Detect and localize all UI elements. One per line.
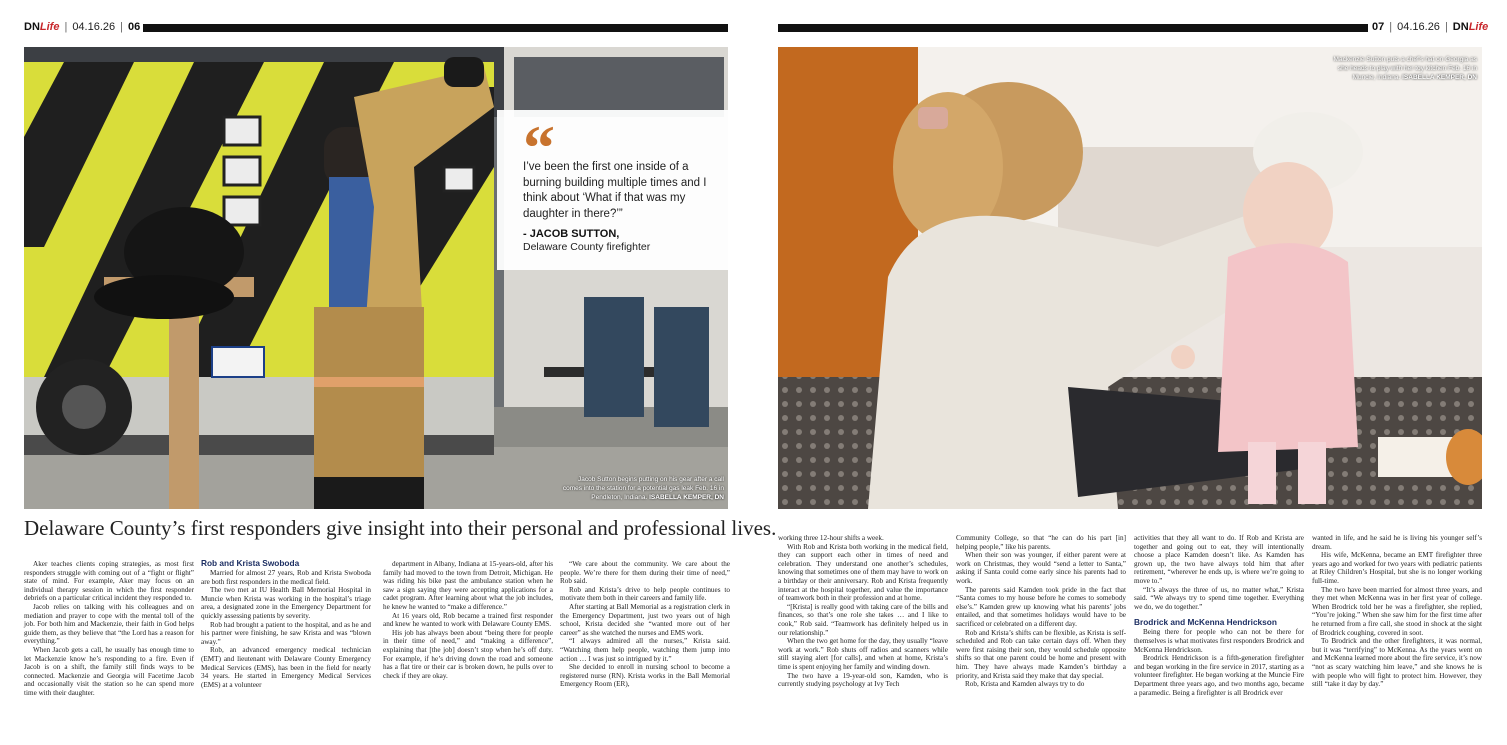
paragraph: After starting at Ball Memorial as a registration clerk in the Emergency Department, just two years out of high school, Krista decided she “wanted more out of her career” as she watched the nurses and EMS work. bbox=[560, 602, 730, 637]
paragraph: Being there for people who can not be there for themselves is what motivates first responders Brodrick and McKenna Hendrickson. bbox=[1134, 628, 1304, 654]
paragraph: Jacob relies on talking with his colleagues and on mediation and prayer to cope with the mental toll of the job. For both him and Mackenzie, their faith in God helps guide them, as they believe that “the Lord has a reason for everything.” bbox=[24, 602, 194, 646]
quote-mark-icon: “ bbox=[523, 112, 555, 183]
issue-date: 04.16.26 bbox=[1397, 21, 1440, 33]
photo-caption bbox=[562, 475, 724, 502]
article-column-6 bbox=[956, 534, 1126, 689]
paragraph: activities that they all want to do. If Rob and Krista are together and going out to eat, they will intentionally choose a place Kamden doesn’t like. As Kamden has grown up, the two have always told him that after retirement, “wherever he ends up, is where we’re going to move to.” bbox=[1134, 534, 1304, 585]
header-rule bbox=[143, 24, 728, 32]
brand-life: Life bbox=[39, 21, 60, 33]
paragraph: The parents said Kamden took pride in the fact that “Santa comes to my house before he comes to somebody else’s.” Kamden grew up knowing what his parents’ jobs entailed, and that sometimes holidays would have to be sacrificed or celebrated on a different day. bbox=[956, 585, 1126, 628]
paragraph: When Jacob gets a call, he usually has enough time to let Mackenzie know he’s responding to a fire. Even if Jacob is on a shift, the family still finds ways to be connected. Mackenzie and Georgia will Facetime Jacob and occasionally visit the station so he can spend more time with their daughter. bbox=[24, 645, 194, 697]
family-photo bbox=[778, 47, 1482, 509]
paragraph: To Brodrick and the other firefighters, it was normal, but it was “terrifying” to McKenna. As the years went on and McKenna learned more about the fire service, it’s now “not as scary watching him leave,” and she knows he is with people who will fight to protect him. However, they still “take it day by day.” bbox=[1312, 637, 1482, 689]
paragraph: The two met at IU Health Ball Memorial Hospital in Muncie when Krista was working in the hospital’s triage area, a designated zone in the Emergency Department for quickly assessing patients by severity. bbox=[201, 586, 371, 620]
paragraph: When their son was younger, if either parent were at work on Christmas, they would “send a letter to Santa,” asking if Santa could come early since his parents had to work. bbox=[956, 551, 1126, 585]
photo-caption bbox=[1322, 55, 1477, 82]
brand-dn: DN bbox=[1452, 21, 1469, 33]
paragraph: Aker teaches clients coping strategies, as most first responders struggle with coming out of a “fight or flight” state of mind. For example, Aker may focus on an individual therapy session in which the first responder debriefs on a particular critical incident they responded to. bbox=[24, 560, 194, 603]
article-column-1 bbox=[24, 560, 194, 698]
paragraph: Rob, an advanced emergency medical technician (EMT) and lieutenant with Delaware County Emergency Medical Services (EMS), has been in the field for nearly 34 years. He started in Emergency Medical Services (EMS) at a volunteer bbox=[201, 646, 371, 689]
article-column-8 bbox=[1312, 534, 1482, 689]
paragraph: Community College, so that “he can do his part [in] helping people,” like his parents. bbox=[956, 534, 1126, 551]
caption-credit: ISABELLA KEMPER, DN bbox=[1402, 74, 1477, 81]
article-column-4 bbox=[560, 560, 730, 689]
page-number: 07 bbox=[1372, 21, 1385, 33]
page-header: 07 | 04.16.26 | DN Life bbox=[1372, 21, 1489, 33]
pull-quote bbox=[497, 110, 729, 270]
paragraph: Married for almost 27 years, Rob and Krista Swoboda are both first responders in the medical field. bbox=[201, 569, 371, 586]
article-column-3 bbox=[383, 560, 553, 680]
paragraph: “[Krista] is really good with taking care of the bills and finances, so that’s one role she takes … and I like to cook,” Rob said. “Teamwork has definitely helped us in our relationship.” bbox=[778, 602, 948, 637]
article-column-2 bbox=[201, 558, 371, 689]
header-rule bbox=[778, 24, 1368, 32]
quote-attribution-role: Delaware County firefighter bbox=[523, 241, 651, 253]
paragraph: His job has always been about “being there for people in their time of need,” and “making a difference”, explaining that [the job] doesn’t stop when he’s off duty. For example, if he’s driving down the road and someone has a flat tire or their car is broken down, he pulls over to check if they are okay. bbox=[383, 628, 553, 680]
paragraph: department in Albany, Indiana at 15-years-old, after his family had moved to the town from Detroit, Michigan. He was riding his bike past the ambulance station when he saw a sign saying they were accepting applications for a cadet program. After learning about what the job includes, he knew he wanted to “make a difference.” bbox=[383, 560, 553, 611]
paragraph: working three 12-hour shifts a week. bbox=[778, 534, 884, 542]
caption-text: Mackenzie Sutton puts a chef’s hat on Georgia as she heads to play with her toy kitchen Feb. 16 in Muncie, Indiana. bbox=[1333, 56, 1477, 81]
section-heading: Brodrick and McKenna Hendrickson bbox=[1134, 617, 1277, 628]
issue-date: 04.16.26 bbox=[72, 21, 116, 33]
quote-attribution-name: - JACOB SUTTON, bbox=[523, 228, 620, 240]
paragraph: “I always admired all the nurses,” Krista said. “Watching them help people, watching them jump into action … I was just so intrigued by it.” bbox=[560, 637, 730, 663]
paragraph: Rob and Krista’s drive to help people continues to motivate them both in their careers and family life. bbox=[560, 585, 730, 603]
page-number: 06 bbox=[128, 21, 141, 33]
paragraph: At 16 years old, Rob became a trained first responder and knew he wanted to work with Delaware County EMS. bbox=[383, 611, 553, 629]
paragraph: The two have a 19-year-old son, Kamden, who is currently studying psychology at Ivy Tech bbox=[778, 671, 948, 689]
paragraph: With Rob and Krista both working in the medical field, they can support each other in times of need and celebration. They understand one another’s schedules, knowing that sometimes one of them may have to work on a birthday or their anniversary. Rob and Krista frequently interact at the hospital together, and value the importance of teamwork both in their profession and at home. bbox=[778, 542, 948, 603]
paragraph: Rob and Krista’s shifts can be flexible, as Krista is self-scheduled and Rob can take certain days off. When they were first raising their son, they would schedule opposite shifts so that one parent could be home and present with him. They have always made Kamden’s birthday a priority, and Krista said they make that day special. bbox=[956, 628, 1126, 680]
brand-life: Life bbox=[1468, 21, 1489, 33]
paragraph: Brodrick Hendrickson is a fifth-generation firefighter and began working in the fire service in 2017, starting as a volunteer firefighter. He began working at the Muncie Fire Department three years ago, and two months ago, became a paramedic. Being a firefighter is all Brodrick ever bbox=[1134, 654, 1304, 697]
article-column-5 bbox=[778, 534, 948, 689]
caption-text: Jacob Sutton begins putting on his gear after a call comes into the station for a potential gas leak Feb. 16 in Pendleton, Indiana. bbox=[562, 476, 724, 501]
quote-text: I’ve been the first one inside of a burning building multiple times and I think about ‘What if that was my daughter in there?’” bbox=[523, 161, 707, 220]
brand-dn: DN bbox=[24, 21, 40, 33]
paragraph: When the two get home for the day, they usually “leave work at work.” Rob shuts off radios and scanners while still staying alert [for calls], and when at home, Krista’s time is spent enjoying her family and winding down. bbox=[778, 637, 948, 671]
headline: Delaware County’s first responders give insight into their personal and professional lives. bbox=[24, 516, 777, 540]
paragraph: She decided to enroll in nursing school to become a registered nurse (RN). Krista works in the Ball Memorial Emergency Room (ER), bbox=[560, 663, 730, 689]
page-header: DN Life | 04.16.26 | 06 bbox=[24, 21, 141, 33]
article-column-7 bbox=[1134, 534, 1304, 697]
caption-credit: ISABELLA KEMPER, DN bbox=[649, 494, 724, 501]
paragraph: “We care about the community. We care about the people. We’re there for them during their time of need,” Rob said. bbox=[560, 560, 730, 586]
paragraph: Rob, Krista and Kamden always try to do bbox=[965, 680, 1085, 689]
paragraph: Rob had brought a patient to the hospital, and as he and his partner were finishing, he saw Krista and was “blown away.” bbox=[201, 620, 371, 646]
section-heading: Rob and Krista Swoboda bbox=[201, 558, 300, 568]
paragraph: wanted in life, and he said he is living his younger self’s dream. bbox=[1312, 534, 1482, 551]
paragraph: His wife, McKenna, became an EMT firefighter three years ago and worked for two years with pediatric patients at Riley Children’s Hospital, but she is no longer working full-time. bbox=[1312, 551, 1482, 585]
paragraph: “It’s always the three of us, no matter what,” Krista said. “We always try to spend time together. Everything we do, we do together.” bbox=[1134, 585, 1304, 611]
right-page bbox=[762, 0, 1507, 745]
paragraph: The two have been married for almost three years, and they met when McKenna was in her first year of college. When Brodrick told her he was a firefighter, she replied, “You’re joking.” When she saw him for the first time after he returned from a fire call, she stood in shock at the sight of Brodrick coughing, covered in soot. bbox=[1312, 585, 1482, 637]
